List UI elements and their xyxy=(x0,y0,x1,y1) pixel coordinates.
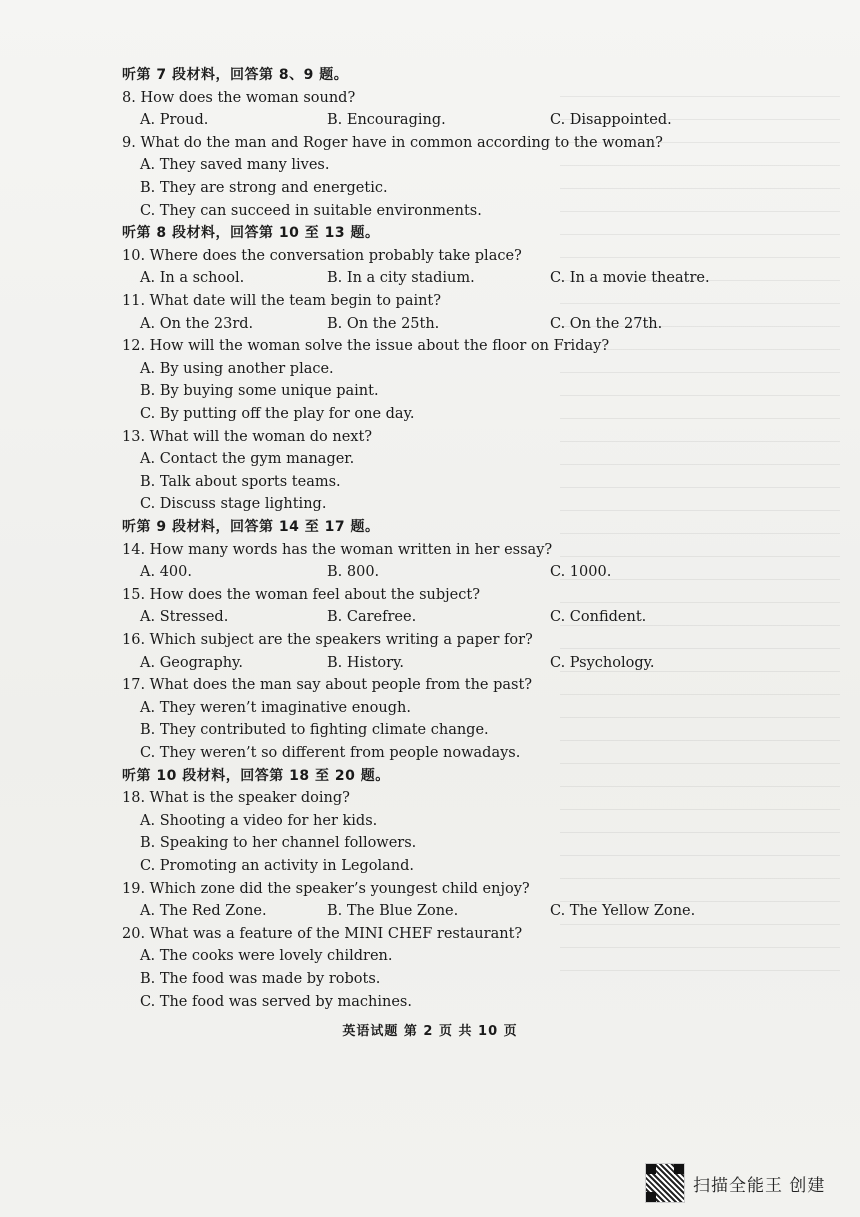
answer-option: B. 800. xyxy=(327,564,380,581)
answer-option: A. The cooks were lovely children. xyxy=(140,948,393,965)
answer-option: B. In a city stadium. xyxy=(327,270,475,287)
section-header: 听第 9 段材料，回答第 14 至 17 题。 xyxy=(122,519,380,535)
answer-option: C. The Yellow Zone. xyxy=(550,903,696,920)
question-stem: 9. What do the man and Roger have in common according to the woman? xyxy=(122,134,663,151)
answer-option: A. They saved many lives. xyxy=(140,157,330,174)
answer-option: A. On the 23rd. xyxy=(140,315,254,332)
question-stem: 14. How many words has the woman written in her essay? xyxy=(122,541,553,558)
watermark-text: 扫描全能王 创建 xyxy=(693,1175,826,1196)
question-stem: 19. Which zone did the speaker’s youngest child enjoy? xyxy=(122,880,530,897)
answer-option: A. Shooting a video for her kids. xyxy=(140,812,378,829)
answer-option: C. By putting off the play for one day. xyxy=(140,406,415,422)
question-stem: 8. How does the woman sound? xyxy=(122,89,356,106)
answer-option: C. Disappointed. xyxy=(550,112,672,129)
answer-option: A. 400. xyxy=(140,564,192,581)
answer-option: C. The food was served by machines. xyxy=(140,993,412,1010)
answer-option: C. Confident. xyxy=(550,609,647,626)
qr-code-icon xyxy=(645,1163,685,1203)
answer-option: B. Talk about sports teams. xyxy=(140,473,341,490)
answer-option: B. They are strong and energetic. xyxy=(140,180,388,196)
answer-option: B. History. xyxy=(327,654,404,671)
page-footer: 英语试题 第 2 页 共 10 页 xyxy=(342,1024,518,1039)
question-stem: 13. What will the woman do next? xyxy=(122,428,373,445)
answer-option: A. Stressed. xyxy=(140,609,229,626)
answer-option: C. Discuss stage lighting. xyxy=(140,496,327,513)
answer-option: B. On the 25th. xyxy=(327,315,440,332)
question-stem: 11. What date will the team begin to paint? xyxy=(122,293,442,309)
answer-option: C. They weren’t so different from people nowadays. xyxy=(140,745,521,761)
scanner-watermark xyxy=(645,1163,825,1203)
answer-option: A. By using another place. xyxy=(140,360,334,377)
section-header: 听第 7 段材料，回答第 8、9 题。 xyxy=(122,67,349,83)
answer-option: C. In a movie theatre. xyxy=(550,270,710,287)
answer-option: B. The food was made by robots. xyxy=(140,971,381,987)
answer-option: C. Promoting an activity in Legoland. xyxy=(140,858,414,874)
answer-option: B. Encouraging. xyxy=(327,112,446,129)
bleed-through-text xyxy=(560,80,840,980)
question-stem: 12. How will the woman solve the issue about the floor on Friday? xyxy=(122,338,610,355)
answer-option: A. Geography. xyxy=(140,654,243,671)
answer-option: B. The Blue Zone. xyxy=(327,903,459,920)
answer-option: B. By buying some unique paint. xyxy=(140,383,379,400)
question-stem: 15. How does the woman feel about the subject? xyxy=(122,586,480,603)
answer-option: B. Speaking to her channel followers. xyxy=(140,835,417,852)
question-stem: 16. Which subject are the speakers writing a paper for? xyxy=(122,632,533,648)
question-stem: 18. What is the speaker doing? xyxy=(122,790,350,807)
answer-option: A. The Red Zone. xyxy=(140,903,267,920)
answer-option: C. 1000. xyxy=(550,564,612,581)
answer-option: C. Psychology. xyxy=(550,654,655,671)
answer-option: B. They contributed to fighting climate change. xyxy=(140,722,489,739)
answer-option: A. Contact the gym manager. xyxy=(140,451,355,468)
answer-option: C. They can succeed in suitable environments. xyxy=(140,202,482,219)
section-header: 听第 8 段材料，回答第 10 至 13 题。 xyxy=(122,225,380,242)
answer-option: A. Proud. xyxy=(140,112,209,129)
question-stem: 10. Where does the conversation probably take place? xyxy=(122,247,522,264)
answer-option: C. On the 27th. xyxy=(550,315,663,332)
answer-option: B. Carefree. xyxy=(327,609,417,626)
answer-option: A. In a school. xyxy=(140,270,245,287)
question-stem: 17. What does the man say about people from the past? xyxy=(122,677,533,694)
question-stem: 20. What was a feature of the MINI CHEF restaurant? xyxy=(122,925,523,942)
section-header: 听第 10 段材料，回答第 18 至 20 题。 xyxy=(122,767,390,784)
answer-option: A. They weren’t imaginative enough. xyxy=(140,699,411,716)
